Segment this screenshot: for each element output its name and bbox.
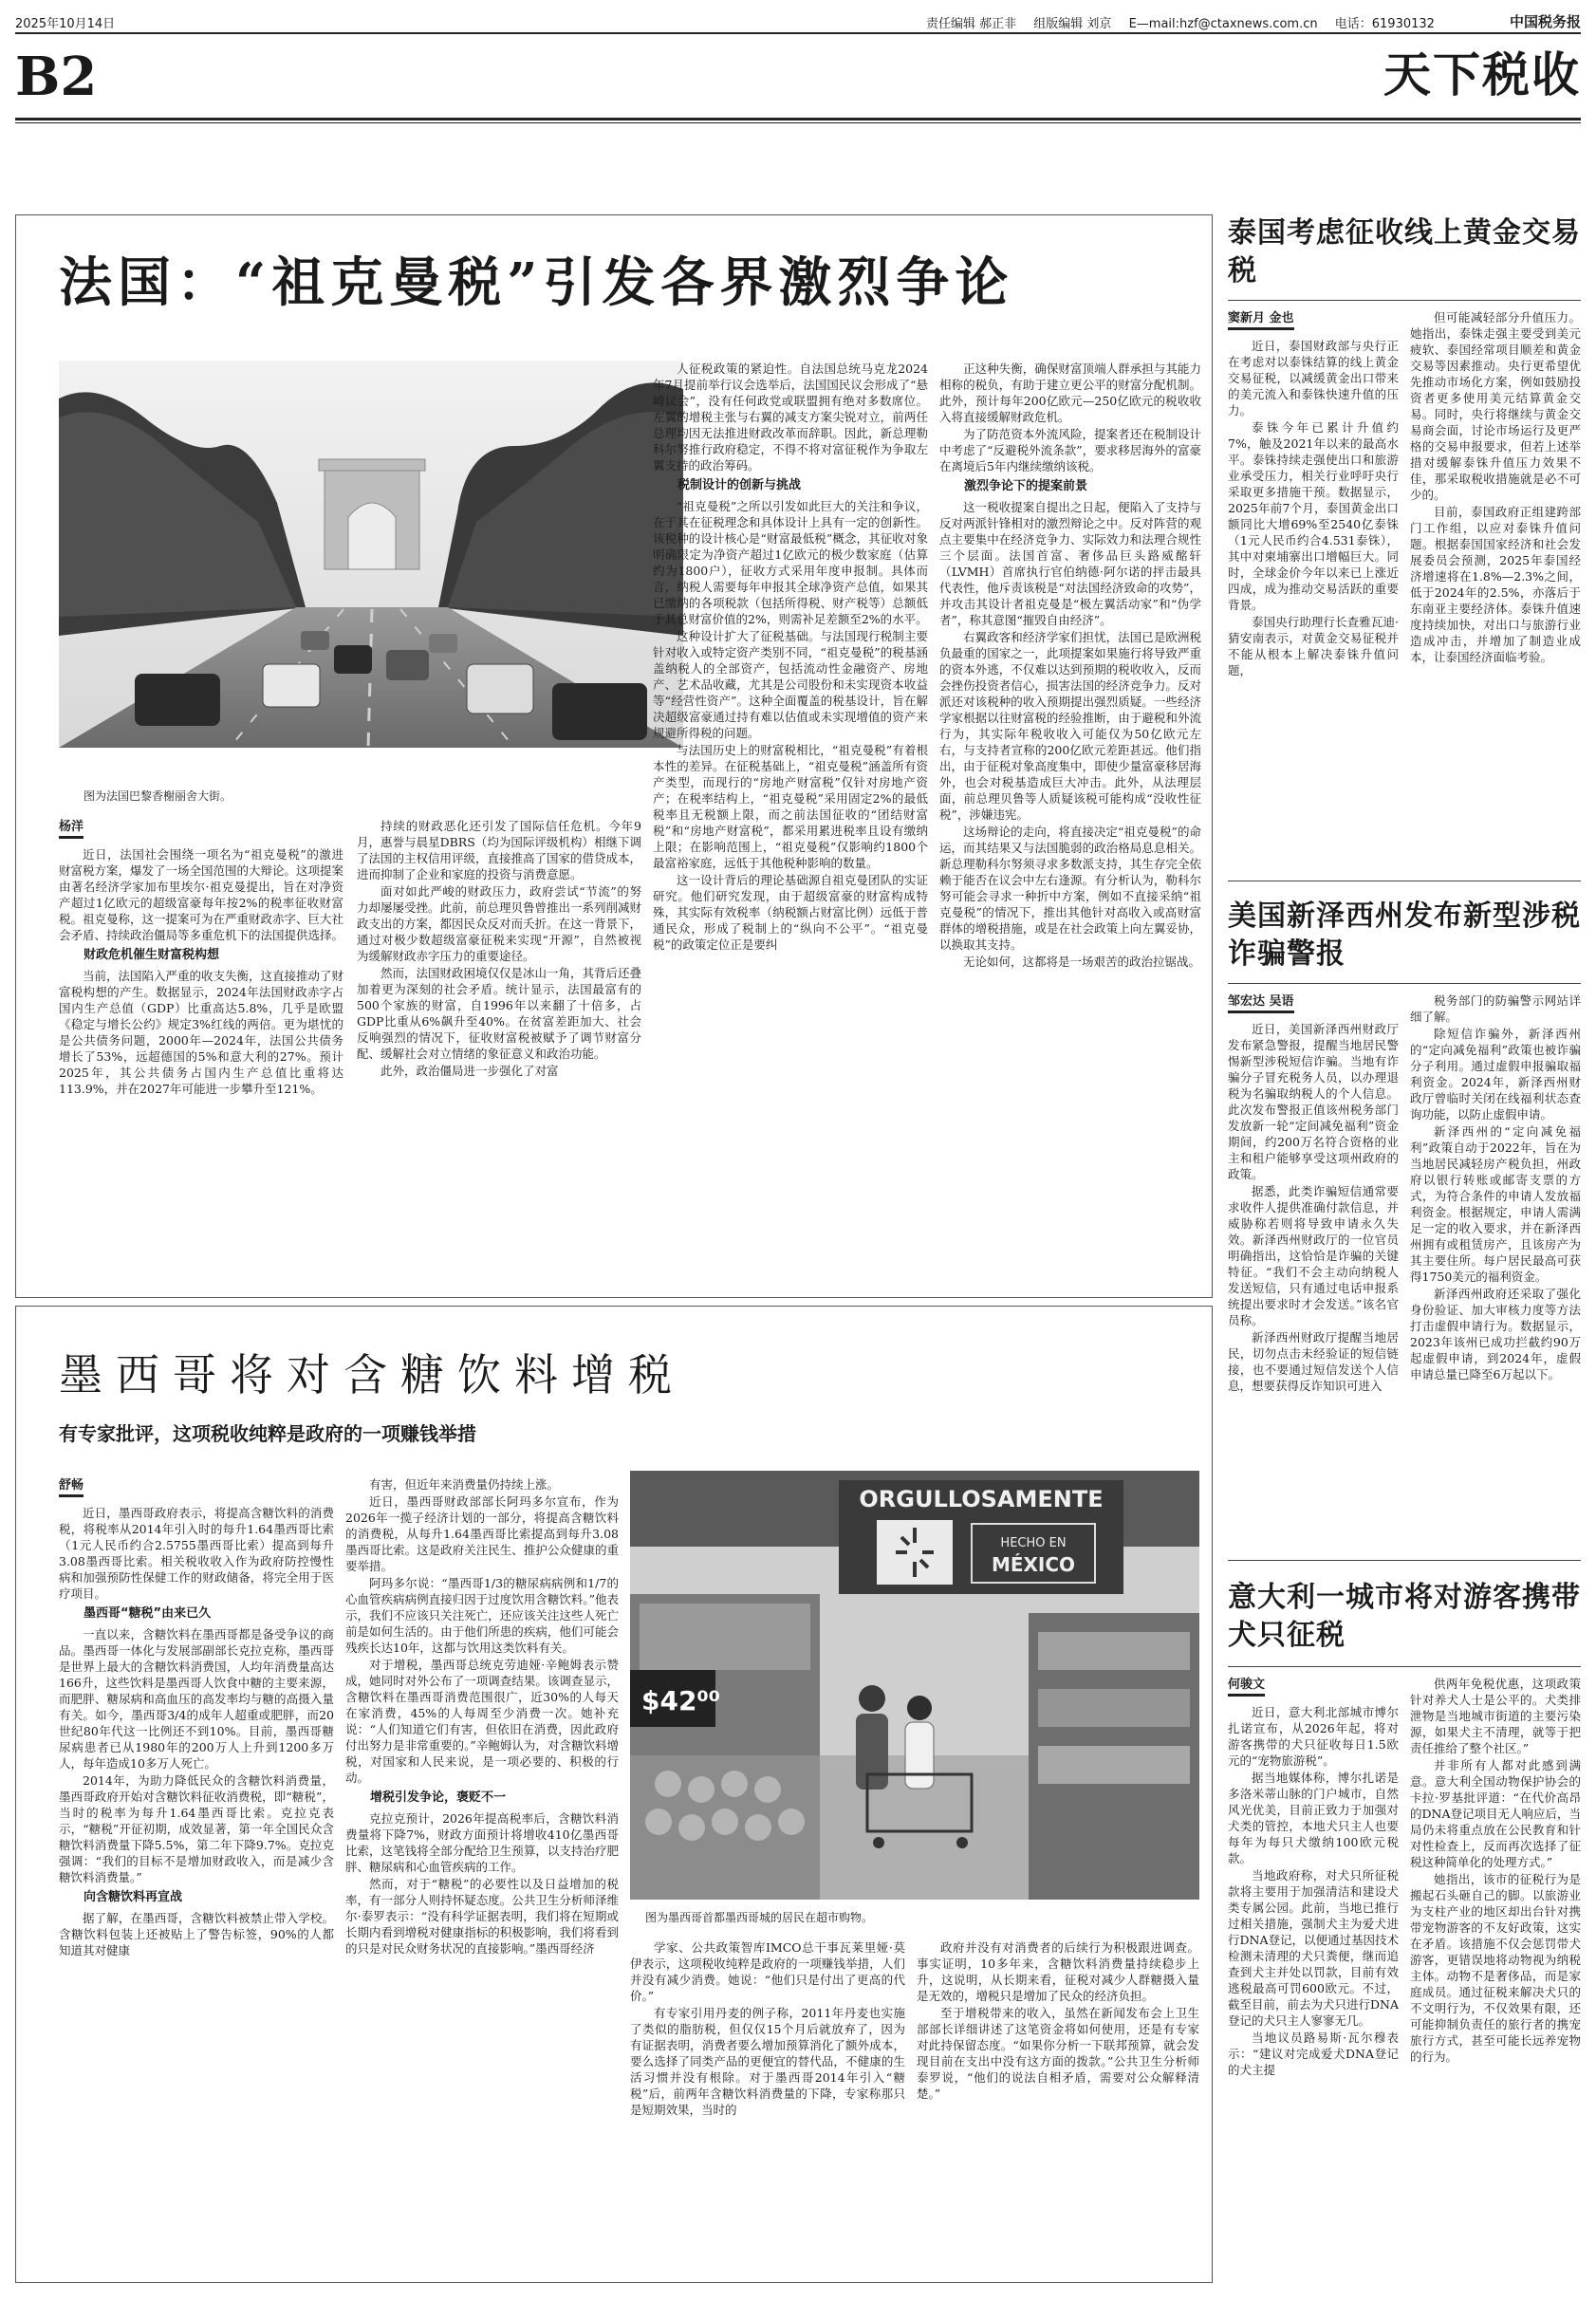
newjersey-paragraph: 据悉，此类诈骗短信通常要求收件人提供准确付款信息，并威胁称若则将导致申请永久失效。新泽西州财政厅的一位官员明确指出，这恰恰是诈骗的关键特征。“我们不会主动向纳税人发送短信，只有通过电话申报系统提出要求时才会发送。”该名官员称。 xyxy=(1228,1184,1399,1327)
france-paragraph: 人征税政策的紧迫性。自法国总统马克龙2024年7月提前举行议会选举后，法国国民议会形成了“悬崎议会”，没有任何政党或联盟拥有绝对多数席位。左翼的增税主张与右翼的减支方案尖锐对立，前两任总理均因无法推进财政改革而辞职。因此，新总理勒科尔努推行政府稳定，不得不将对富征税作为争取左翼支持的政治筹码。 xyxy=(653,362,928,473)
editor-phone: 电话：61930132 xyxy=(1334,17,1435,31)
italy-paragraph: 供两年免税优惠，这项政策针对养犬人士是公平的。犬类排泄物是当地城市街道的主要污染源，如果犬主不清理，就等于把责任推给了整个社区。” xyxy=(1410,1677,1581,1755)
mexico-paragraph: 有专家引用丹麦的例子称，2011年丹麦也实施了类似的脂肪税，但仅仅15个月后就放弃了，因为有证据表明，消费者要么增加预算消化了额外成本，要么选择了同类产品的更便宜的替代品，不健康的生活习惯并没有根除。对于墨西哥2014年引入“糖税”后，前两年含糖饮料消费量的下降，专家称那只是短期效果，当时的 xyxy=(630,2006,905,2117)
france-paragraph: 然而，法国财政困境仅仅是冰山一角，其背后还叠加着更为深刻的社会矛盾。统计显示，法国最富有的500个家族的财富，自1996年以来翻了十倍多，占GDP比重从6%飙升至40%。在贫富差距加大、社会反响强烈的情况下，征收财富税被赋予了调节财富分配、缓解社会对立情绪的象征意义和政治功能。 xyxy=(357,966,641,1061)
thailand-paragraph: 泰国央行助理行长查雅瓦迪·猜安南表示，对黄金交易征税并不能从根本上解决泰铢升值问题， xyxy=(1228,615,1399,677)
supermarket-illustration xyxy=(630,1471,1199,1900)
store-sign-text: ORGULLOSAMENTE xyxy=(859,1486,1104,1512)
thailand-paragraph: 目前，泰国政府正组建跨部门工作组，以应对泰铢升值问题。根据泰国国家经济和社会发展委员会预测，2025年泰国经济增速将在1.8%—2.3%之间，低于2024年的2.5%，亦落后于东南亚主要经济体。泰铢升值速度持续加快，对出口与旅游行业造成冲击，并增加了制造业成本，让泰国经济面临考验。 xyxy=(1410,505,1581,664)
mexico-paragraph: 对于增税，墨西哥总统克劳迪娅·辛鲍姆表示赞成，她同时对外公布了一项调查结果。该调查显示，含糖饮料在墨西哥消费范围很广，近30%的人每天在家消费，45%的人每周至少消费一次。她补充说：“人们知道它们有害，但依旧在消费，因此政府付出努力是非常重要的。”辛鲍姆认为，对含糖饮料增税，对国家和人民来说，是一项必要的、积极的行动。 xyxy=(345,1658,619,1785)
mexico-paragraph: 阿玛多尔说：“墨西哥1/3的糖尿病病例和1/7的心血管疾病病例直接归因于过度饮用含糖饮料。”他表示，我们不应该只关注死亡，还应该关注这些人死亡前是如何生活的。由于他们所患的疾病，他们可能会残疾长达10年，这都与饮用这类饮料有关。 xyxy=(345,1576,619,1655)
france-column-1 xyxy=(59,818,343,1283)
france-paragraph: 与法国历史上的财富税相比，“祖克曼税”有着根本性的差异。在征税基础上，“祖克曼税”涵盖所有资产类型，而现行的“房地产财富税”仅针对房地产资产；在税率结构上，“祖克曼税”采用固定2%的最低税率且无税额上限，而之前法国征收的“团结财富税”和“房地产财富税”，都采用累进税率且设有缴纳上限；在影响范围上，“祖克曼税”仅影响约1800个最富裕家庭，远低于其他税种影响的数量。 xyxy=(653,743,928,870)
newjersey-paragraph: 税务部门的防骗警示网站详细了解。 xyxy=(1410,993,1581,1024)
layout-editor: 组版编辑 刘京 xyxy=(1033,17,1112,31)
france-column-2 xyxy=(357,818,641,1283)
france-paragraph: 这场辩论的走向，将直接决定“祖克曼税”的命运，而其结果又与法国脆弱的政治格局息息相关。新总理勒科尔努须寻求多数派支持，其生存完全依赖于能否在议会中左右逢源。有分析认为，勒科尔努可能会寻求一种折中方案，例如不直接采纳“祖克曼税”的情况下，推出其他针对高收入或高财富群体的增税措施，或是在社会政策上向左翼妥协，以换取其支持。 xyxy=(939,825,1201,952)
page-number: B2 xyxy=(15,46,98,108)
newjersey-paragraph: 新泽西州财政厅提醒当地居民，切勿点击未经验证的短信链接，也不要通过短信发送个人信息，想要获得反诈知识可进入 xyxy=(1228,1330,1399,1393)
france-paragraph: 这一税收提案自提出之日起，便陷入了支持与反对两派针锋相对的激烈辩论之中。反对阵营的观点主要集中在经济竞争力、实际效力和法理合规性三个层面。法国首富、奢侈品巨头路威酩轩（LVMH）首席执行官伯纳德·阿尔诺的抨击最具代表性，他斥责该税是“对法国经济致命的攻势”，并攻击其设计者祖克曼是“极左翼活动家”和“伪学者”，称其意图“摧毁自由经济”。 xyxy=(939,500,1201,627)
mexico-column-4 xyxy=(917,1939,1199,2273)
france-subheading: 税制设计的创新与挑战 xyxy=(677,478,802,492)
mexico-paragraph: 有害，但近年来消费量仍持续上涨。 xyxy=(369,1477,560,1492)
france-paragraph: 无论如何，这都将是一场艰苦的政治拉锯战。 xyxy=(963,955,1201,969)
masthead-bar xyxy=(15,8,1581,32)
newjersey-rule xyxy=(1228,983,1581,984)
france-paragraph: 面对如此严峻的财政压力，政府尝试“节流”的努力却屡屡受挫。此前，前总理贝鲁曾推出一系列削减财政支出的方案，都因民众反对而夭折。在这一背景下，通过对极少数超级富豪征税来实现“开源”，自然被视为缓解财政赤字压力的重要途径。 xyxy=(357,884,641,963)
mexico-subheading: 增税引发争论，褒贬不一 xyxy=(370,1790,507,1805)
mexico-column-3 xyxy=(630,1939,905,2273)
france-author: 杨洋 xyxy=(59,819,84,839)
france-photo-caption: 图为法国巴黎香榭丽舍大街。 xyxy=(84,789,232,803)
newjersey-column-1 xyxy=(1228,992,1399,1552)
paris-street-illustration xyxy=(59,361,683,748)
mexico-author: 舒畅 xyxy=(59,1477,84,1497)
mexico-subheadline: 有专家批评，这项税收纯粹是政府的一项赚钱举措 xyxy=(59,1422,476,1445)
editor-info xyxy=(926,13,1448,31)
italy-paragraph: 据当地媒体称，博尔扎诺是多洛米蒂山脉的门户城市，自然风光优美，目前正致力于加强对犬类的管控，本地犬只主人也要每年为每只犬缴纳100欧元税款。 xyxy=(1228,1771,1399,1865)
france-paragraph: 右翼政客和经济学家们担忧，法国已是欧洲税负最重的国家之一，此项提案如果施行将导致严重的资本外逃，不仅难以达到预期的税收收入，反而会挫伤投资者信心，损害法国的经济竞争力。反对派还对该税种的收入预期提出强烈质疑。一些经济学家根据以往财富税的经验推断，由于避税和外流行为，其实际年税收收入可能仅为50亿欧元左右，与支持者宣称的200亿欧元差距甚远。他们指出，由于征税对象高度集中，即使少量富豪移居海外，也会对税基造成巨大冲击。此外，从法理层面，前总理贝鲁等人质疑该税可能构成“没收性征税”，涉嫌违宪。 xyxy=(939,630,1201,822)
mexico-paragraph: 近日，墨西哥政府表示，将提高含糖饮料的消费税，将税率从2014年引入时的每升1.64墨西哥比索（1元人民币约合2.5755墨西哥比索）提高到每升3.08墨西哥比索。相关税收收入作为政府防控慢性病和加强预防性保健工作的财政储备，将完全用于医疗项目。 xyxy=(59,1506,334,1601)
newjersey-author: 邹宏达 吴语 xyxy=(1228,993,1294,1013)
issue-date: 2025年10月14日 xyxy=(15,17,116,31)
mexico-paragraph: 至于增税带来的收入，虽然在新闻发布会上卫生部部长详细讲述了这笔资金将如何使用，还是有专家对此持保留态度。“如果你分析一下联邦预算，就会发现目前在支出中没有这方面的拨款。”公共卫生分析师泰罗说，“他们的说法自相矛盾，需要对公众解释清楚。” xyxy=(917,2006,1199,2101)
france-paragraph: 为了防范资本外流风险，提案者还在税制设计中考虑了“反避税外流条款”，要求移居海外的富豪在离境后5年内继续缴纳该税。 xyxy=(939,427,1201,473)
mexico-paragraph: 政府并没有对消费者的后续行为积极跟进调查。事实证明，10多年来，含糖饮料消费量持续稳步上升，这说明，从长期来看，征税对减少人群糖摄入量是无效的，增税只是增加了民众的经济负担。 xyxy=(917,1940,1199,2003)
newjersey-paragraph: 新泽西州政府还采取了强化身份验证、加大审核力度等方法打击虚假申请行为。数据显示，2023年该州已成功拦截约90万起虚假申请，到2024年，虚假申请总量已降至6万起以下。 xyxy=(1410,1287,1581,1382)
mexico-paragraph: 据了解，在墨西哥，含糖饮料被禁止带入学校。含糖饮料包装上还被贴上了警告标签，90%的人都知道其对健康 xyxy=(59,1911,334,1957)
newjersey-paragraph: 新泽西州的“定向减免福利”政策自动于2022年，旨在为当地居民减轻房产税负担，州政府以银行转账或邮寄支票的方式，为符合条件的申请人发放福利资金。根据规定，申请人需满足一定的收入要求，并在新泽西州拥有或租赁房产，且该房产为其主要住所。每户居民最高可获得1750美元的福利资金。 xyxy=(1410,1124,1581,1284)
top-rule xyxy=(15,32,1581,34)
italy-column-2 xyxy=(1410,1676,1581,2283)
italy-paragraph: 当地议员路易斯·瓦尔穆表示：“建议对完成爱犬DNA登记的犬主提 xyxy=(1228,2031,1399,2077)
paper-name: 中国税务报 xyxy=(1509,13,1581,30)
italy-column-1 xyxy=(1228,1676,1399,2283)
mexico-paragraph: 2014年，为助力降低民众的含糖饮料消费量，墨西哥政府开始对含糖饮料征收消费税，即“糖税”，当时的税率为每升1.64墨西哥比索。克拉克表示，“糖税”开征初期，成效显著，第一年全国民众含糖饮料消费量下降5.5%，第二年下降9.7%。克拉克强调：“我们的目标不是增加财政收入，而是减少含糖饮料消费量。” xyxy=(59,1773,334,1884)
thailand-headline: 泰国考虑征收线上黄金交易税 xyxy=(1228,216,1581,288)
hecho-en-text: HECHO EN xyxy=(1000,1536,1067,1550)
mexico-subheading: 向含糖饮料再宣战 xyxy=(84,1890,183,1904)
mexico-sign-text: MÉXICO xyxy=(991,1553,1076,1576)
france-paragraph: 此外，政治僵局进一步强化了对富 xyxy=(380,1064,559,1078)
italy-paragraph: 并非所有人都对此感到满意。意大利全国动物保护协会的卡拉·罗基批评道：“在代价高昂的DNA登记项目无人响应后，当局仍未将重点放在公民教育和针对性检查上，反而再次选择了征税这种简单化的处理方式。” xyxy=(1410,1758,1581,1869)
france-paragraph: “祖克曼税”之所以引发如此巨大的关注和争议，在于其在征税理念和具体设计上具有一定的创新性。该税种的设计核心是“财富最低税”概念，其征收对象明确限定为净资产超过1亿欧元的极少数家庭（估算约为1800户），征收方式采用年度申报制。具体而言，纳税人需要每年申报其全球净资产总值，如果其已缴纳的各项税款（包括所得税、财产税等）总额低于其总财富价值的2%，则需补足差额至2%的水平。 xyxy=(653,499,928,626)
mexico-subheading: 墨西哥“糖税”由来已久 xyxy=(84,1606,212,1621)
france-photo xyxy=(59,361,683,748)
newjersey-headline: 美国新泽西州发布新型涉税诈骗警报 xyxy=(1228,900,1581,971)
france-column-3 xyxy=(653,361,928,1283)
mexico-paragraph: 一直以来，含糖饮料在墨西哥都是备受争议的商品。墨西哥一体化与发展部副部长克拉克称，墨西哥是世界上最大的含糖饮料消费国，人均年消费量高达166升，这些饮料是墨西哥人饮食中糖的主要来源，而肥胖、糖尿病和高血压的高发率均与糖的高摄入量有关。如今，墨西哥3/4的成年人超重或肥胖，而20世纪80年代这一比例还不到10%。目前，墨西哥糖尿病患者已从1980年的200万人上升到1200多万人，每年造成10多万人死亡。 xyxy=(59,1627,334,1771)
mexico-photo-caption: 图为墨西哥首都墨西哥城的居民在超市购物。 xyxy=(645,1911,874,1924)
thailand-rule xyxy=(1228,300,1581,301)
italy-headline: 意大利一城市将对游客携带犬只征税 xyxy=(1228,1581,1581,1652)
mexico-paragraph: 然而，对于“糖税”的必要性以及日益增加的税率，有一部分人则持怀疑态度。公共卫生分析师泽维尔·泰罗表示：“没有科学证据表明，我们将在短期或长期内看到增税对健康指标的积极影响，我们将看到的只是对民众财务状况的直接影响。”墨西哥经济 xyxy=(345,1877,619,1956)
price-tag-text: $42⁰⁰ xyxy=(641,1685,720,1716)
section-rule xyxy=(15,118,1581,121)
mexico-headline: 墨西哥将对含糖饮料增税 xyxy=(59,1349,685,1400)
france-paragraph: 持续的财政恶化还引发了国际信任危机。今年9月，惠誉与晨星DBRS（均为国际评级机构）相继下调了法国的主权信用评级，直接推高了国家的借贷成本，进而抑制了企业和家庭的投资与消费意愿。 xyxy=(357,819,641,881)
france-paragraph: 这种设计扩大了征税基础。与法国现行税制主要针对收入或特定资产类别不同，“祖克曼税”的税基涵盖纳税人的全部资产，包括流动性金融资产、房地产、艺术品收藏，尤其是公司股份和未实现资本收益等“经营性资产”。这种全面覆盖的税基设计，旨在解决超级富豪通过持有难以估值或未实现增值的资产来规避所得税的问题。 xyxy=(653,629,928,740)
thailand-column-1 xyxy=(1228,309,1399,875)
thailand-paragraph: 但可能减轻部分升值压力。她指出，泰铢走强主要受到美元疲软、泰国经常项目顺差和黄金交易等因素推动。央行更希望优先推动市场化方案，例如鼓励投资者更多使用美元结算黄金交易。同时，央行将继续与黄金交易商会面，讨论市场运行及更严格的交易申报要求，但若上述举措对缓解泰铢升值压力效果不佳，那采取税收措施就是必不可少的。 xyxy=(1410,310,1581,502)
italy-paragraph: 当地政府称，对犬只所征税款将主要用于加强清洁和建设犬类专属公园。此前，当地已推行过相关措施，强制犬主为爱犬进行DNA登记，以便通过基因技术检测未清理的犬只粪便，继而追查到犬主并处以罚款，目前有效逃税最高可罚600欧元。不过，截至目前，前去为犬只进行DNA登记的犬只主人寥寥无几。 xyxy=(1228,1868,1399,2028)
france-column-4 xyxy=(939,361,1201,1283)
responsible-editor: 责任编辑 郝正非 xyxy=(926,17,1017,31)
thailand-paragraph: 泰铢今年已累计升值约7%，触及2021年以来的最高水平。泰铢持续走强使出口和旅游业承受压力，相关行业呼吁央行采取更多措施干预。数据显示，2025年前7个月，泰国黄金出口额同比大增69%至2540亿泰铢（1元人民币约合4.531泰铢），其中对柬埔寨出口增幅巨大。同时，全球金价今年以来已上涨近四成，成为推动交易活跃的重要背景。 xyxy=(1228,420,1399,612)
france-subheading: 激烈争论下的提案前景 xyxy=(964,479,1088,493)
newjersey-column-2 xyxy=(1410,992,1581,1552)
section-title: 天下税收 xyxy=(1383,46,1581,102)
newjersey-paragraph: 除短信诈骗外，新泽西州的“定向减免福利”政策也被诈骗分子利用。通过虚假申报骗取福利资金。2024年，新泽西州财政厅曾临时关闭在线福利状态查询功能，以防止虚假申请。 xyxy=(1410,1027,1581,1122)
italy-paragraph: 近日，意大利北部城市博尔扎诺宣布，从2026年起，将对游客携带的犬只征收每日1.5欧元的“宠物旅游税”。 xyxy=(1228,1705,1399,1768)
mexico-paragraph: 学家、公共政策智库IMCO总干事瓦莱里娅·莫伊表示，这项税收纯粹是政府的一项赚钱举措，人们并没有减少消费。她说：“他们只是付出了更高的代价。” xyxy=(630,1940,905,2003)
france-paragraph: 近日，法国社会围绕一项名为“祖克曼税”的激进财富税方案，爆发了一场全国范围的大辩论。这项提案由著名经济学家加布里埃尔·祖克曼提出，旨在对净资产超过1亿欧元的超级富豪每年按2%的税率征收财富税。祖克曼称，这一提案可为在严重财政赤字、巨大社会矛盾、持续政治僵局等多重危机下的法国提供选择。 xyxy=(59,847,343,942)
france-paragraph: 这一设计背后的理论基础源自祖克曼团队的实证研究。他们研究发现，由于超级富豪的财富构成特殊，其实际有效税率（纳税额占财富比例）远低于普通民众，形成了税制上的“纵向不公平”。“祖克曼税”的政策定位正是要纠 xyxy=(653,873,928,952)
france-headline: 法国：“祖克曼税”引发各界激烈争论 xyxy=(59,251,1014,314)
france-subheading: 财政危机催生财富税构想 xyxy=(84,948,220,962)
france-paragraph: 当前，法国陷入严重的收支失衡，这直接推动了财富税构想的产生。数据显示，2024年法国财政赤字占国内生产总值（GDP）比重高达5.8%，几乎是欧盟《稳定与增长公约》规定3%红线的两倍。更为堪忧的是公共债务问题，2000年—2024年，法国公共债务增长了53%，远超德国的5%和意大利的27%。预计2025年，其公共债务占国内生产总值比重将达113.9%，并在2027年可能进一步攀升至121%。 xyxy=(59,969,343,1096)
italy-paragraph: 她指出，该市的征税行为是搬起石头砸自己的脚。以旅游业为支柱产业的地区却出台针对携带宠物游客的不友好政策，这实在矛盾。该措施不仅会惩罚带犬游客，更错误地将动物视为纳税主体。动物不是奢侈品，而是家庭成员。通过征税来解决犬只的不文明行为，不仅效果有限，还可能抑制负责任的旅行者的携宠旅行方式，甚至可能长远养宠物的行为。 xyxy=(1410,1872,1581,2064)
thailand-paragraph: 近日，泰国财政部与央行正在考虑对以泰铢结算的线上黄金交易征税，以减缓黄金出口带来的美元流入和泰铢快速升值的压力。 xyxy=(1228,339,1399,417)
mexico-column-2 xyxy=(345,1476,619,2273)
italy-rule xyxy=(1228,1666,1581,1667)
arc-de-triomphe xyxy=(319,459,425,569)
editor-email: E—mail:hzf@ctaxnews.com.cn xyxy=(1128,17,1318,31)
newjersey-paragraph: 近日，美国新泽西州财政厅发布紧急警报，提醒当地居民警惕新型涉税短信诈骗。当地有诈骗分子冒充税务人员，以办理退税为名骗取纳税人的个人信息。此次发布警报正值该州税务部门发放新一轮“定间减免福利”资金期间，约200万名符合资格的业主和租户能够享受这项州政府的政策。 xyxy=(1228,1022,1399,1181)
thailand-column-2 xyxy=(1410,309,1581,875)
mexico-paragraph: 近日，墨西哥财政部部长阿玛多尔宣布，作为2026年一揽子经济计划的一部分，将提高含糖饮料的消费税，从每升1.64墨西哥比索提高到每升3.08墨西哥比索。这是政府关注民生、推护公众健康的重要举措。 xyxy=(345,1494,619,1573)
mexico-column-1 xyxy=(59,1476,334,2273)
mexico-paragraph: 克拉克预计，2026年提高税率后，含糖饮料消费量将下降7%，财政方面预计将增收410亿墨西哥比索，这笔钱将全部分配给卫生预算，以支持治疗肥胖、糖尿病和心血管疾病的工作。 xyxy=(345,1811,619,1874)
italy-author: 何骏文 xyxy=(1228,1677,1265,1697)
sidebar-divider xyxy=(1228,1560,1581,1561)
france-paragraph: 正这种失衡，确保财富顶端人群承担与其能力相称的税负，有助于建立更公平的财富分配机制。此外，预计每年200亿欧元—250亿欧元的税收收入将直接缓解财政危机。 xyxy=(939,362,1201,424)
section-rule-thin xyxy=(15,122,1581,123)
thailand-author: 窦新月 金也 xyxy=(1228,310,1294,330)
mexico-photo xyxy=(630,1471,1199,1900)
